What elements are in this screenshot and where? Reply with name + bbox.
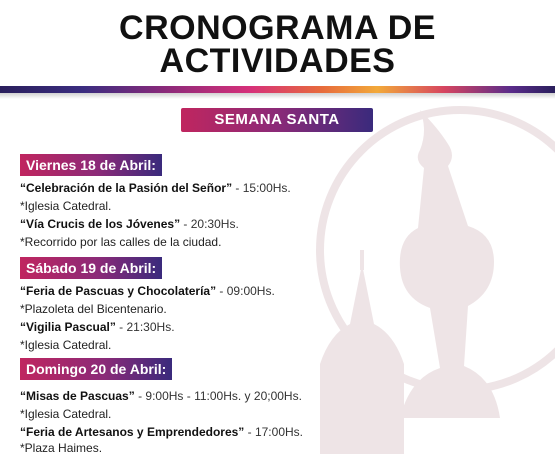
event-time: - 20:30Hs.	[180, 217, 239, 231]
event-line	[20, 424, 303, 440]
day-label-domingo: Domingo 20 de Abril:	[20, 358, 172, 380]
stripe-shadow	[0, 93, 555, 99]
event-time: - 17:00Hs.	[244, 425, 303, 439]
day-label-sabado: Sábado 19 de Abril:	[20, 257, 162, 279]
event-name: “Vía Crucis de los Jóvenes”	[20, 217, 181, 231]
day-label-viernes: Viernes 18 de Abril:	[20, 154, 162, 176]
decorative-color-stripe	[0, 86, 555, 93]
event-name: “Vigilia Pascual”	[20, 320, 116, 334]
event-place: *Iglesia Catedral.	[20, 338, 112, 352]
title-line-2: ACTIVIDADES	[159, 42, 396, 80]
event-name: “Feria de Pascuas y Chocolatería”	[20, 284, 217, 298]
event-line	[20, 216, 239, 232]
event-time: - 09:00Hs.	[216, 284, 275, 298]
event-name: “Feria de Artesanos y Emprendedores”	[20, 425, 245, 439]
event-time: - 15:00Hs.	[232, 181, 291, 195]
event-place: *Iglesia Catedral.	[20, 407, 112, 421]
event-line	[20, 283, 275, 299]
event-place: *Plazoleta del Bicentenario.	[20, 302, 167, 316]
event-line	[20, 388, 302, 404]
event-place: *Recorrido por las calles de la ciudad.	[20, 235, 222, 249]
event-place: *Iglesia Catedral.	[20, 199, 112, 213]
event-line	[20, 180, 291, 196]
event-time: - 9:00Hs - 11:00Hs. y 20;00Hs.	[134, 389, 302, 403]
statue-and-cathedral-watermark-icon	[300, 100, 555, 454]
event-name: “Celebración de la Pasión del Señor”	[20, 181, 233, 195]
event-place: *Plaza Haimes.	[20, 441, 103, 455]
event-name: “Misas de Pascuas”	[20, 389, 135, 403]
event-line	[20, 319, 175, 335]
section-badge-semana-santa: SEMANA SANTA	[181, 108, 373, 132]
title-line-1: CRONOGRAMA DE	[119, 9, 436, 47]
page-title	[0, 9, 555, 80]
event-time: - 21:30Hs.	[115, 320, 175, 334]
